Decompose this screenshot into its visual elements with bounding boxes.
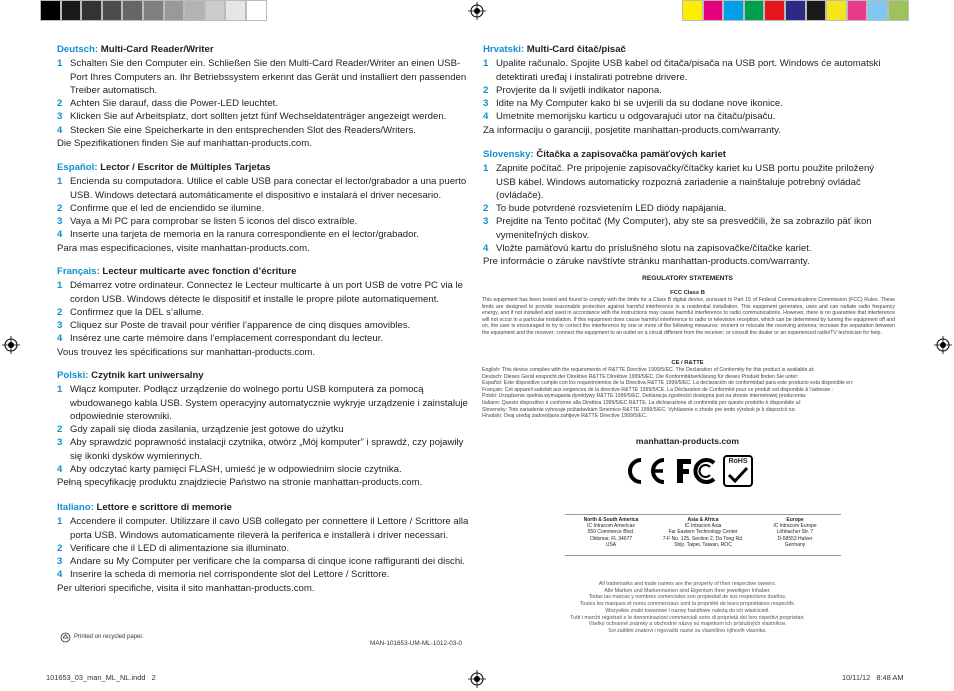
step-text: Insérez une carte mémoire dans l’emplacement correspondant du lecteur. bbox=[70, 333, 384, 345]
step-number: 2 bbox=[57, 306, 63, 318]
product-title: Czytnik kart uniwersalny bbox=[91, 370, 204, 381]
recycled-note: Printed on recycled paper. bbox=[74, 634, 144, 640]
step-text: Aby odczytać karty pamięci FLASH, umieść je w odpowiednim slocie czytnika. bbox=[70, 464, 402, 476]
step-text: Verificare che il LED di alimentazione sia illuminato. bbox=[70, 542, 290, 554]
color-swatch bbox=[847, 0, 868, 21]
step-text: Stecken Sie eine Speicherkarte in den entsprechenden Slot des Readers/Writers. bbox=[70, 124, 416, 136]
address-line: Löhbacher Str. 7 bbox=[776, 529, 814, 536]
step-number: 4 bbox=[57, 124, 63, 136]
fcc-text: This equipment has been tested and found to comply with the limits for a Class B digital device, pursuant to Part 15 of Federal Communications Commission (FCC) Rules. These limits are designed to provide reasonable protection against harmful interference in a residential installation. This equipment generates, uses and can radiate radio frequency energy, and if not installed and used in accordance with the instructions may cause harmful interference to radio communications. However, there is no guarantee that interference will not occur in a particular installation. If this equipment does cause harmful interference to radio or television reception, which can be determined by turning the equipment off and on, the user is encouraged to try to correct the interference by one or more of the following measures: reorient or relocate the receiving antenna; increase the separation between the equipment and the receiver; connect the equipment to an outlet on a circuit different from the receiver; or consult the dealer or an experienced radio/TV technician for help. bbox=[482, 297, 895, 336]
step-text: Achten Sie darauf, dass die Power-LED leuchtet. bbox=[70, 98, 278, 110]
address-line: 7-F No. 125, Section 2, Da Tong Rd. bbox=[662, 535, 744, 542]
ce-statement: Slovensky: Toto zariadenie vyhovuje požiadavkám Smernice R&TTE 1999/5/EC. Vyhlásenie o zhode pre tento výrobok je k dispozícii na: bbox=[482, 406, 796, 413]
step-text: Vaya a Mi PC para comprobar se listen 5 iconos del disco extraíble. bbox=[70, 216, 358, 228]
recycle-icon bbox=[60, 632, 71, 643]
instruction-step bbox=[57, 436, 473, 463]
step-number: 1 bbox=[483, 58, 489, 70]
section-heading bbox=[57, 501, 473, 514]
address-line: Far Eastern Technology Center bbox=[668, 529, 738, 536]
registration-mark-icon bbox=[2, 336, 20, 354]
cmyk-color-bar bbox=[682, 0, 909, 21]
section-polski bbox=[57, 369, 473, 490]
address-line: Oldsmar, FL 34677 bbox=[589, 535, 633, 542]
language-label: Español: bbox=[57, 162, 98, 173]
fc-mark-icon bbox=[674, 456, 718, 486]
color-swatch bbox=[703, 0, 724, 21]
color-swatch bbox=[744, 0, 765, 21]
ce-text bbox=[482, 367, 895, 420]
step-number: 3 bbox=[57, 320, 63, 332]
step-number: 4 bbox=[483, 111, 489, 123]
instruction-step bbox=[483, 110, 896, 123]
product-title: Multi-Card Reader/Writer bbox=[100, 44, 214, 55]
product-title: Čítačka a zapisovačka pamäťových kariet bbox=[536, 149, 726, 160]
step-text: Upalite računalo. Spojite USB kabel od čitača/pisača na USB port. Windows će automatski detektirati uređaj i instalirati potrebne drivere. bbox=[496, 58, 881, 83]
address-line: USA bbox=[605, 541, 617, 548]
step-text: Prejdite na Tento počítač (My Computer), aby ste sa presvedčili, že sa zobrazilo päť ikon vymeniteľných diskov. bbox=[496, 216, 872, 241]
step-number: 3 bbox=[57, 437, 63, 449]
step-text: Confirme que el led de enciendido se ilumine. bbox=[70, 202, 265, 214]
address-line: 550 Commerce Blvd. bbox=[587, 529, 635, 536]
color-swatch bbox=[102, 0, 123, 21]
color-swatch bbox=[184, 0, 205, 21]
instruction-step bbox=[483, 57, 896, 84]
color-swatch bbox=[246, 0, 267, 21]
instruction-step bbox=[57, 332, 473, 345]
color-swatch bbox=[40, 0, 61, 21]
step-text: Encienda su computadora. Utilice el cable USB para conectar el lector/grabador a una puerto USB. Windows detectará automáticamente el dispositivo e instalará el driver necesario. bbox=[70, 176, 467, 201]
trademark-line: Svi zaštitni znakovi i trgovački nazivi su vlasništvo njihovih vlasnika. bbox=[608, 627, 767, 634]
instruction-step bbox=[57, 175, 473, 202]
step-text: Vložte pamäťovú kartu do príslušného slotu na zapisovačke/čítačke kariet. bbox=[496, 243, 812, 255]
section-heading bbox=[57, 43, 473, 56]
color-swatch bbox=[682, 0, 703, 21]
instruction-step bbox=[57, 57, 473, 97]
ce-statement: Polski: Urządzenie spełnia wymagania dyrektywy R&TTE 1999/5/EC. Deklaracja zgodności dostępna jest na stronie internetowej producenta: bbox=[482, 393, 807, 400]
ce-statement: Deutsch: Dieses Gerät enspricht der Direktive R&TTE Direktive 1999/5/EC. Die Konformitätserklärung für dieses Produkt finden Sie unter: bbox=[482, 373, 799, 380]
rohs-badge bbox=[723, 455, 753, 487]
step-number: 4 bbox=[57, 229, 63, 241]
instruction-step bbox=[57, 228, 473, 241]
ce-mark-icon bbox=[622, 456, 668, 486]
color-swatch bbox=[81, 0, 102, 21]
ce-statement: Français: Cet appareil satisfait aux exigences de la directive R&TTE 1999/5/CE. La Déclaration de Conformité pour ce produit est disponible à l’adresse : bbox=[482, 386, 834, 393]
print-date: 10/11/12 8:48 AM bbox=[842, 673, 904, 682]
region-title: Europe bbox=[786, 517, 804, 523]
instruction-step bbox=[57, 110, 473, 123]
color-swatch bbox=[205, 0, 226, 21]
step-number: 2 bbox=[483, 203, 489, 215]
step-number: 2 bbox=[57, 542, 63, 554]
step-number: 1 bbox=[57, 280, 63, 292]
trademark-line: Wszystkie znaki towarowe i nazwy handlowe należą do ich właścicieli. bbox=[605, 607, 770, 614]
color-swatch bbox=[806, 0, 827, 21]
step-number: 3 bbox=[57, 556, 63, 568]
trademark-line: Alle Marken und Markennamen sind Eigentum Ihrer jeweiligen Inhaber. bbox=[604, 587, 771, 594]
trademark-line: Všetky ochranné známky a obchodné názvy sú majetkom ich príslušných vlastníkov. bbox=[588, 621, 787, 628]
instruction-step bbox=[57, 423, 473, 436]
step-text: Zapnite počítač. Pre pripojenie zapisovačky/čítačky kariet ku USB portu použite priložený USB kábel. Windows automaticky rozpozná zariadenie a nainštaluje potrebný ovládač (ovládače). bbox=[496, 163, 875, 201]
spec-note: Pre informácie o záruke navštívte stránku manhattan-products.com/warranty. bbox=[483, 256, 810, 268]
spec-note: Za informaciju o garanciji, posjetite manhattan-products.com/warranty. bbox=[483, 124, 781, 136]
registration-mark-icon bbox=[934, 336, 952, 354]
step-number: 2 bbox=[57, 202, 63, 214]
checkmark-icon bbox=[727, 466, 749, 484]
color-swatch bbox=[888, 0, 909, 21]
color-swatch bbox=[61, 0, 82, 21]
color-swatch bbox=[122, 0, 143, 21]
instruction-step bbox=[57, 463, 473, 476]
section-slovensky bbox=[483, 148, 896, 269]
grayscale-color-bar bbox=[40, 0, 267, 21]
instruction-step bbox=[483, 215, 896, 242]
address-line: D-58553 Halver bbox=[777, 535, 813, 542]
color-swatch bbox=[723, 0, 744, 21]
step-text: Inserire la scheda di memoria nel corrispondente slot del Lettore / Scrittore. bbox=[70, 569, 390, 581]
step-text: To bude potvrdené rozsvietením LED diódy napájania. bbox=[496, 203, 727, 215]
ce-title: CE / R&TTE bbox=[671, 360, 704, 366]
step-text: Aby sprawdzić poprawność instalacji czytnika, otwórz „Mój komputer” i sprawdź, czy pojawiły się ikonki dysków wymiennych. bbox=[70, 437, 464, 462]
spec-note: Die Spezifikationen finden Sie auf manhattan-products.com. bbox=[57, 138, 312, 150]
language-label: Slovensky: bbox=[483, 149, 534, 160]
file-name: 101653_03_man_ML_NL.indd 2 bbox=[46, 673, 156, 682]
instruction-step bbox=[57, 202, 473, 215]
section-italiano bbox=[57, 501, 473, 595]
rohs-label: RoHS bbox=[728, 458, 748, 465]
color-swatch bbox=[826, 0, 847, 21]
product-title: Lettore e scrittore di memorie bbox=[96, 502, 232, 513]
step-number: 1 bbox=[57, 516, 63, 528]
instruction-step bbox=[57, 319, 473, 332]
section-heading bbox=[483, 43, 896, 56]
color-swatch bbox=[867, 0, 888, 21]
regulatory-title: REGULATORY STATEMENTS bbox=[642, 275, 733, 282]
language-label: Polski: bbox=[57, 370, 89, 381]
spec-note: Para mas especificaciones, visite manhattan-products.com. bbox=[57, 242, 310, 254]
spec-note: Per ulteriori specifiche, visita il sito manhattan-products.com. bbox=[57, 582, 315, 594]
instruction-step bbox=[483, 97, 896, 110]
step-text: Klicken Sie auf Arbeitsplatz, dort sollten jetzt fünf Wechseldatenträger angezeigt werden. bbox=[70, 111, 447, 123]
step-text: Confirmez que la DEL s’allume. bbox=[70, 306, 205, 318]
spec-note: Pełną specyfikację produktu znajdziecie Państwo na stronie manhattan-products.com. bbox=[57, 477, 423, 489]
step-text: Andare su My Computer per verificare che la comparsa di cinque icone raffiguranti dei dischi. bbox=[70, 556, 465, 568]
trademark-line: Toutes les marques et noms commerciaux sont la propriété de leurs propriétaires respectifs. bbox=[579, 601, 796, 608]
ce-statement: Italiano: Questo dispositivo è conforme alla Direttiva 1999/5/EC R&TTE. La dichiarazione di conformità per questo prodotto è disponibile al: bbox=[482, 399, 802, 406]
step-number: 3 bbox=[483, 98, 489, 110]
address-line: Germany bbox=[784, 541, 806, 548]
section-heading bbox=[483, 148, 896, 161]
trademark-notice bbox=[482, 581, 893, 635]
address-column bbox=[749, 515, 841, 555]
instruction-step bbox=[57, 542, 473, 555]
section-espanol bbox=[57, 161, 473, 255]
language-label: Deutsch: bbox=[57, 44, 99, 55]
section-hrvatski bbox=[483, 43, 896, 137]
product-title: Lector / Escritor de Múltiples Tarjetas bbox=[100, 162, 271, 173]
product-title: Multi-Card čitač/pisač bbox=[526, 44, 626, 55]
section-deutsch bbox=[57, 43, 473, 150]
instruction-step bbox=[57, 383, 473, 423]
color-swatch bbox=[164, 0, 185, 21]
ce-statement: Hrvatski: Ovaj uređaj zadovoljava zahtjeve R&TTE Directive 1999/5/EC. bbox=[482, 413, 648, 420]
registration-mark-icon bbox=[468, 670, 486, 688]
instruction-step bbox=[57, 306, 473, 319]
step-number: 4 bbox=[57, 333, 63, 345]
ce-statement: Español: Este dispositivo cumple con los requerimientos de la Directiva R&TTE 1999/5/EC. La declaración de conformidad para este producto esta disponible en: bbox=[482, 380, 854, 387]
section-francais bbox=[57, 265, 473, 359]
section-heading bbox=[57, 265, 473, 278]
color-swatch bbox=[785, 0, 806, 21]
step-number: 1 bbox=[483, 163, 489, 175]
trademark-line: Todas las marcas y nombres comerciales son propiedad de sus respectivos dueños. bbox=[588, 594, 787, 601]
step-text: Włącz komputer. Podłącz urządzenie do wolnego portu USB komputera za pomocą wbudowanego kabla USB. System operacyjny automatycznie wykryje urządzenie i zainstaluje odpowiednie sterowniki. bbox=[70, 384, 468, 422]
region-title: North & South America bbox=[583, 517, 639, 523]
step-number: 2 bbox=[483, 84, 489, 96]
trademark-line: Tutti i marchi registrati e le denominazioni commerciali sono di proprietà dei loro rispettivi proprietari. bbox=[570, 614, 805, 621]
color-swatch bbox=[225, 0, 246, 21]
step-number: 1 bbox=[57, 176, 63, 188]
instruction-step bbox=[483, 242, 896, 255]
section-heading bbox=[57, 161, 473, 174]
language-label: Français: bbox=[57, 266, 100, 277]
instruction-step bbox=[483, 202, 896, 215]
website-link[interactable]: manhattan-products.com bbox=[635, 436, 740, 446]
language-label: Hrvatski: bbox=[483, 44, 525, 55]
color-swatch bbox=[764, 0, 785, 21]
step-number: 1 bbox=[57, 58, 63, 70]
address-line: IC Intracom Asia bbox=[684, 523, 722, 530]
step-number: 2 bbox=[57, 424, 63, 436]
section-heading bbox=[57, 369, 473, 382]
step-number: 4 bbox=[57, 464, 63, 476]
address-line: IC Intracom Americas bbox=[587, 523, 635, 530]
spec-note: Vous trouvez les spécifications sur manhattan-products.com. bbox=[57, 346, 316, 358]
instruction-step bbox=[483, 84, 896, 97]
instruction-step bbox=[57, 555, 473, 568]
step-number: 2 bbox=[57, 98, 63, 110]
step-text: Provjerite da li svijetli indikator napona. bbox=[496, 84, 662, 96]
step-text: Gdy zapali się dioda zasilania, urządzenie jest gotowe do użytku bbox=[70, 424, 344, 436]
step-text: Cliquez sur Poste de travail pour vérifier l’apparence de cinq disques amovibles. bbox=[70, 320, 411, 332]
instruction-step bbox=[57, 515, 473, 542]
trademark-line: All trademarks and trade names are the property of their respective owners. bbox=[598, 581, 777, 587]
step-number: 1 bbox=[57, 384, 63, 396]
step-number: 4 bbox=[57, 569, 63, 581]
step-text: Idite na My Computer kako bi se uvjerili da su dodane nove ikonice. bbox=[496, 98, 783, 110]
address-line: IC Intracom Europe bbox=[773, 523, 817, 530]
step-number: 3 bbox=[483, 216, 489, 228]
language-label: Italiano: bbox=[57, 502, 94, 513]
step-number: 4 bbox=[483, 243, 489, 255]
step-text: Démarrez votre ordinateur. Connectez le Lecteur multicarte à un port USB de votre PC via le cordon USB. Windows détecte le dispositif et installe le propre pilote automatiquement. bbox=[70, 280, 463, 305]
document-code: MAN-101653-UM-ML-1012-03-0 bbox=[370, 640, 462, 647]
instruction-step bbox=[483, 162, 896, 202]
step-text: Accendere il computer. Utilizzare il cavo USB collegato per connettere il Lettore / Scrittore alla porta USB. Windows automaticamente rileverà la periferica e installerà i driver necessari. bbox=[70, 516, 469, 541]
step-number: 3 bbox=[57, 216, 63, 228]
step-text: Umetnite memorijsku karticu u odgovarajući utor na čitaču/pisaču. bbox=[496, 111, 776, 123]
address-column bbox=[657, 515, 749, 555]
address-table bbox=[565, 514, 841, 556]
instruction-step bbox=[57, 279, 473, 306]
instruction-step bbox=[57, 124, 473, 137]
product-title: Lecteur multicarte avec fonction d’écriture bbox=[102, 266, 297, 277]
instruction-step bbox=[57, 97, 473, 110]
address-line: Shijr, Taipei, Taiwan, ROC bbox=[674, 541, 732, 548]
color-swatch bbox=[143, 0, 164, 21]
step-text: Schalten Sie den Computer ein. Schließen Sie den Multi-Card Reader/Writer an einen USB-Port Ihres Computers an. Ihr Betriebssystem erkennt das Gerät und installiert den passenden Treiber automatisch. bbox=[70, 58, 467, 96]
instruction-step bbox=[57, 568, 473, 581]
fcc-title: FCC Class B bbox=[670, 290, 705, 296]
ce-statement: English: This device complies with the requirements of R&TTE Directive 1999/5/EC. The Declaration of Conformity for this product is available at: bbox=[482, 367, 815, 373]
step-text: Inserte una tarjeta de memoria en la ranura correspondiente en el lector/grabador. bbox=[70, 229, 419, 241]
instruction-step bbox=[57, 215, 473, 228]
registration-mark-icon bbox=[468, 2, 486, 20]
region-title: Asia & Africa bbox=[687, 517, 719, 523]
address-column bbox=[565, 515, 657, 555]
step-number: 3 bbox=[57, 111, 63, 123]
